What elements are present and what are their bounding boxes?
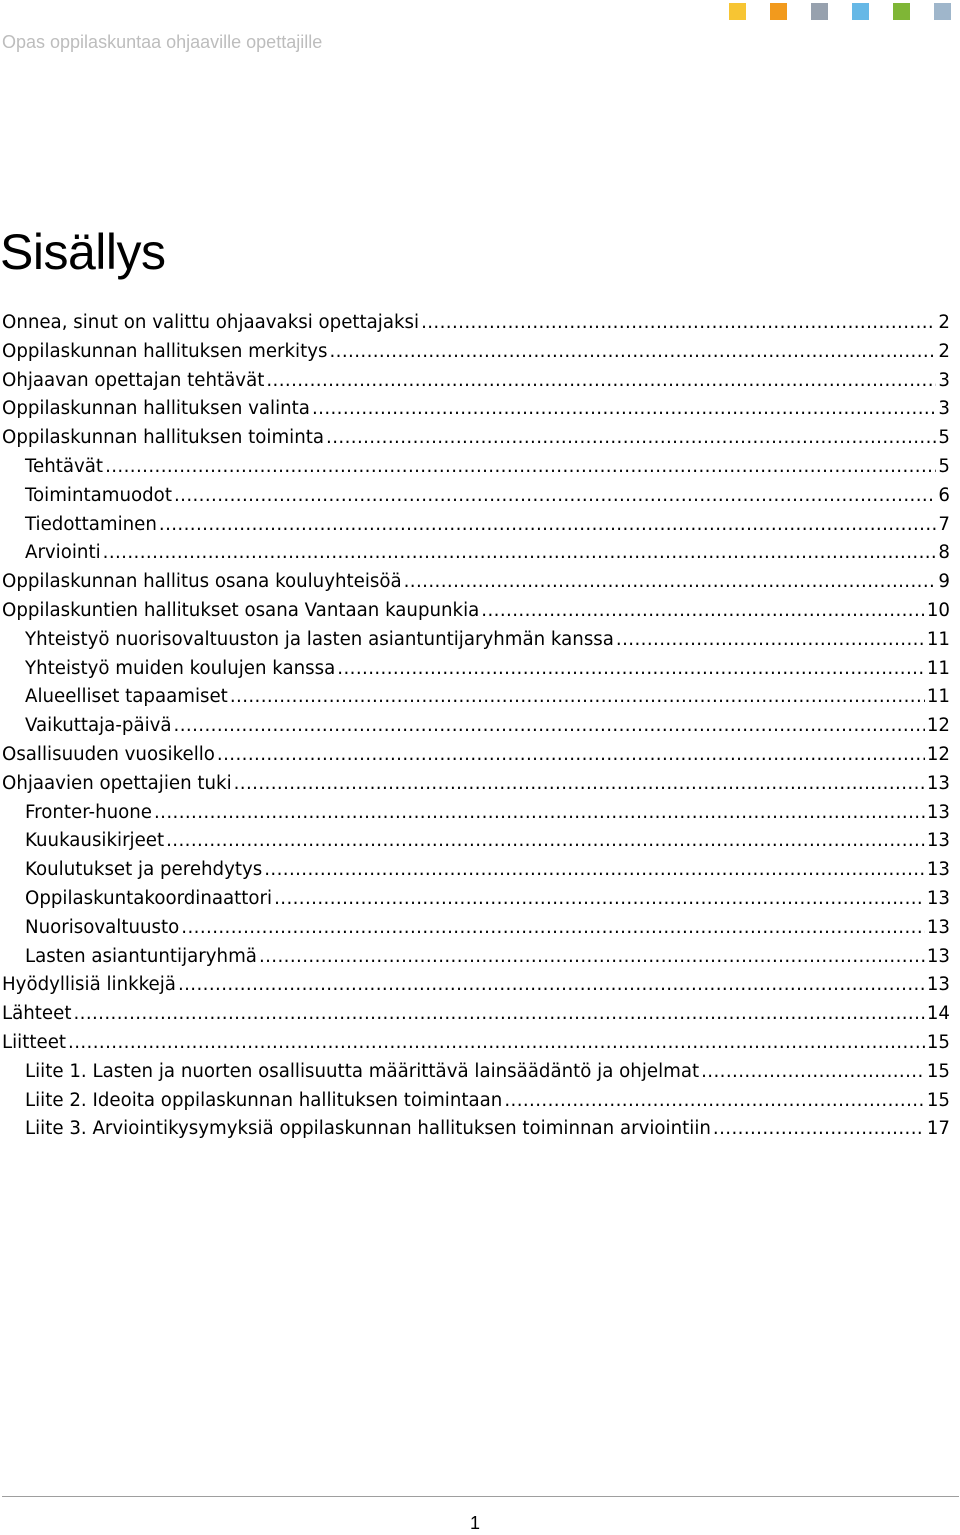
toc-dot-leader [230,683,925,712]
toc-entry-page-number: 13 [926,772,950,794]
toc-entry-label: Tehtävät [25,455,104,477]
running-header: Opas oppilaskuntaa ohjaaville opettajille [2,32,323,52]
toc-entry[interactable] [0,338,950,367]
toc-dot-leader [337,655,925,684]
toc-entry-page-number: 13 [926,830,950,852]
toc-entry-page-number: 7 [938,513,950,535]
toc-entry-page-number: 3 [938,369,950,391]
toc-entry-label: Lasten asiantuntijaryhmä [25,945,257,967]
toc-dot-leader [105,453,936,482]
toc-dot-leader [178,971,925,1000]
toc-entry[interactable] [0,683,950,712]
toc-dot-leader [312,395,936,424]
toc-entry[interactable] [0,424,950,453]
toc-dot-leader [174,712,925,741]
toc-entry[interactable] [0,741,950,770]
toc-dot-leader [266,367,936,396]
toc-entry-label: Fronter-huone [25,801,152,823]
toc-dot-leader [404,568,937,597]
toc-entry[interactable] [0,1087,950,1116]
toc-entry-page-number: 14 [926,1003,950,1025]
toc-entry-page-number: 11 [926,657,950,679]
toc-entry-label: Oppilaskunnan hallituksen valinta [2,398,310,420]
toc-dot-leader [504,1087,925,1116]
toc-entry-label: Oppilaskunnan hallitus osana kouluyhteisöä [2,571,402,593]
toc-entry-page-number: 3 [938,398,950,420]
toc-dot-leader [259,943,925,972]
toc-entry-label: Kuukausikirjeet [25,830,165,852]
toc-entry[interactable] [0,856,950,885]
toc-entry[interactable] [0,655,950,684]
toc-entry-page-number: 13 [926,801,950,823]
toc-entry[interactable] [0,453,950,482]
toc-entry-page-number: 13 [926,945,950,967]
toc-entry-label: Ohjaavan opettajan tehtävät [2,369,265,391]
toc-entry-label: Liite 1. Lasten ja nuorten osallisuutta määrittävä lainsäädäntö ja ohjelmat [25,1060,700,1082]
toc-entry-label: Vaikuttaja-päivä [25,715,172,737]
toc-entry[interactable] [0,1029,950,1058]
toc-entry[interactable] [0,626,950,655]
toc-dot-leader [234,770,925,799]
toc-dot-leader [329,338,936,367]
toc-entry[interactable] [0,827,950,856]
toc-entry-label: Arviointi [25,542,101,564]
toc-entry[interactable] [0,770,950,799]
toc-dot-leader [159,511,937,540]
toc-entry-label: Tiedottaminen [25,513,157,535]
toc-entry[interactable] [0,539,950,568]
toc-entry-label: Liitteet [2,1031,67,1053]
toc-entry-label: Koulutukset ja perehdytys [25,859,263,881]
toc-entry-page-number: 15 [926,1089,950,1111]
toc-entry-label: Oppilaskunnan hallituksen merkitys [2,340,328,362]
table-of-contents [0,309,950,1144]
decor-square-light-blue [852,3,869,20]
toc-dot-leader [713,1115,925,1144]
toc-entry-label: Liite 2. Ideoita oppilaskunnan hallituksen toimintaan [25,1089,503,1111]
toc-entry[interactable] [0,367,950,396]
toc-dot-leader [181,914,925,943]
toc-entry-page-number: 10 [926,599,950,621]
toc-entry[interactable] [0,885,950,914]
toc-entry-label: Oppilaskuntien hallitukset osana Vantaan kaupunkia [2,599,480,621]
toc-entry[interactable] [0,511,950,540]
toc-dot-leader [274,885,925,914]
toc-entry-label: Ohjaavien opettajien tuki [2,772,232,794]
toc-entry[interactable] [0,1115,950,1144]
toc-entry-page-number: 15 [926,1031,950,1053]
toc-entry-page-number: 5 [938,455,950,477]
decor-square-yellow [729,3,746,20]
toc-entry-label: Oppilaskuntakoordinaattori [25,887,273,909]
toc-entry[interactable] [0,1000,950,1029]
toc-entry-page-number: 2 [938,312,950,333]
toc-entry-page-number: 6 [938,484,950,506]
toc-entry-label: Oppilaskunnan hallituksen toiminta [2,427,325,449]
toc-entry-page-number: 13 [926,887,950,909]
toc-dot-leader [616,626,925,655]
decor-square-green [893,3,910,20]
toc-entry-label: Onnea, sinut on valittu ohjaavaksi opettajaksi [2,312,420,333]
toc-entry[interactable] [0,971,950,1000]
toc-entry-page-number: 17 [926,1118,950,1140]
toc-entry-label: Liite 3. Arviointikysymyksiä oppilaskunnan hallituksen toiminnan arviointiin [25,1118,711,1140]
page-number: 1 [469,1513,480,1533]
toc-dot-leader [421,309,936,338]
toc-entry-label: Toimintamuodot [25,484,172,506]
toc-dot-leader [103,539,937,568]
toc-entry[interactable] [0,482,950,511]
toc-entry[interactable] [0,597,950,626]
toc-entry-label: Yhteistyö muiden koulujen kanssa [25,657,336,679]
decor-square-orange [770,3,787,20]
toc-dot-leader [174,482,936,511]
toc-dot-leader [154,799,925,828]
decorative-squares [729,3,951,20]
toc-entry-page-number: 9 [938,571,950,593]
toc-entry-label: Lähteet [2,1003,72,1025]
toc-dot-leader [326,424,936,453]
toc-dot-leader [481,597,925,626]
toc-title: Sisällys [0,224,166,280]
toc-dot-leader [217,741,925,770]
toc-entry-page-number: 12 [926,743,950,765]
toc-entry-label: Alueelliset tapaamiset [25,686,228,708]
toc-entry-page-number: 13 [926,974,950,996]
decor-square-grey [811,3,828,20]
toc-entry[interactable] [0,309,950,338]
toc-entry[interactable] [0,943,950,972]
toc-entry-page-number: 13 [926,916,950,938]
toc-entry-page-number: 13 [926,859,950,881]
footer-divider [2,1496,959,1497]
toc-entry-page-number: 5 [938,427,950,449]
toc-dot-leader [68,1029,925,1058]
toc-entry-label: Hyödyllisiä linkkejä [2,974,176,996]
toc-dot-leader [701,1058,925,1087]
toc-dot-leader [73,1000,924,1029]
toc-entry[interactable] [0,799,950,828]
toc-entry-page-number: 8 [938,542,950,564]
toc-entry-page-number: 2 [938,340,950,362]
toc-entry[interactable] [0,914,950,943]
toc-entry-page-number: 11 [926,686,950,708]
toc-dot-leader [166,827,925,856]
toc-entry[interactable] [0,1058,950,1087]
toc-entry-label: Osallisuuden vuosikello [2,743,215,765]
toc-entry[interactable] [0,712,950,741]
toc-dot-leader [264,856,925,885]
toc-entry-label: Nuorisovaltuusto [25,916,180,938]
toc-entry[interactable] [0,395,950,424]
decor-square-grey-blue [934,3,951,20]
toc-entry-label: Yhteistyö nuorisovaltuuston ja lasten asiantuntijaryhmän kanssa [25,628,614,650]
toc-entry-page-number: 11 [926,628,950,650]
toc-entry-page-number: 15 [926,1060,950,1082]
toc-entry-page-number: 12 [926,715,950,737]
toc-entry[interactable] [0,568,950,597]
